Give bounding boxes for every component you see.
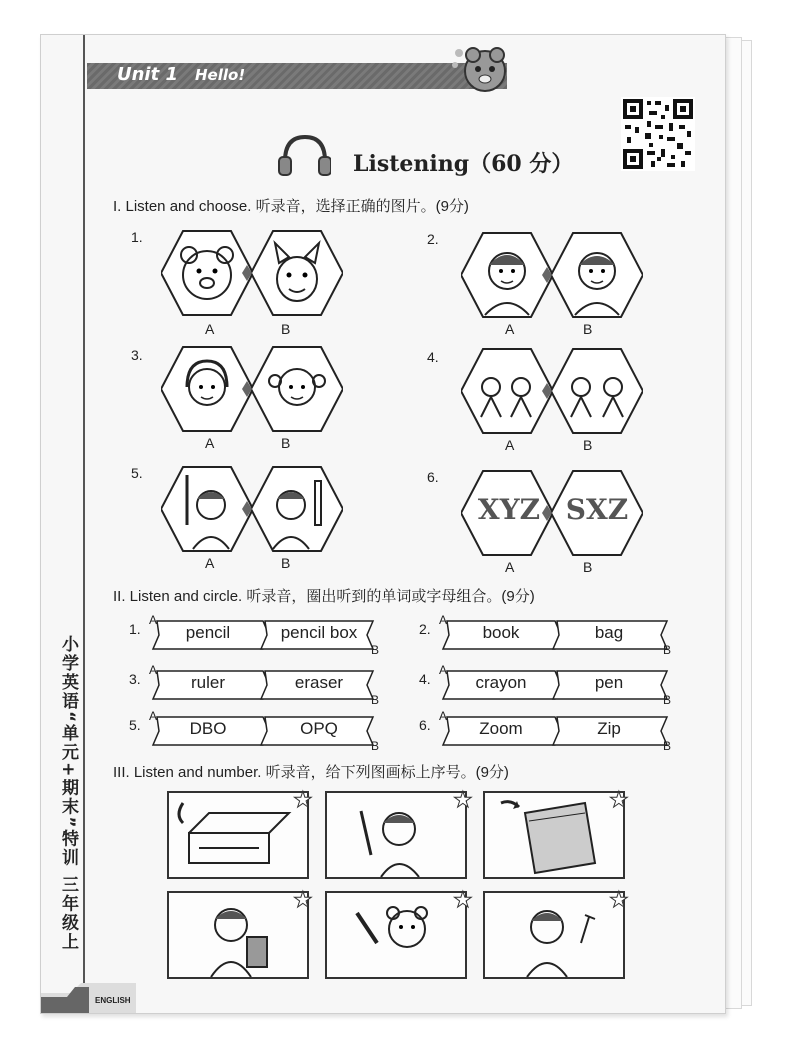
option-b-label: B [281,555,291,571]
hex-pair [461,231,643,319]
option-b-label: B [583,321,593,337]
boy-with-bag-icon [169,893,307,977]
item-number: 2. [427,231,439,247]
option-a-letters: XYZ [477,493,541,526]
spine-line [83,35,85,1013]
option-a-word[interactable]: ruler [190,673,225,692]
option-a-word[interactable]: DBO [189,719,227,738]
star-icon[interactable]: ★ [453,887,473,912]
part3-heading: III. Listen and number. 听录音，给下列图画标上序号。(9分) [113,764,509,781]
option-b-label: B [371,643,380,657]
option-b-label: B [371,739,380,753]
hex-pair [161,465,343,553]
item-number: 1. [131,229,143,245]
section-title: Listening（60 分） [353,151,574,177]
picture-box[interactable] [325,791,467,879]
corner-label: ENGLISH [95,996,131,1005]
star-icon[interactable]: ★ [453,787,473,812]
item-number: 6. [427,469,439,485]
option-a-label: A [505,437,515,453]
girl-with-pencil-icon [327,793,465,877]
worksheet-page [40,34,726,1014]
option-a-label: A [205,321,215,337]
unit-label: Unit 1 [117,64,178,85]
option-b-word[interactable]: pen [594,673,624,692]
option-a-label: A [205,435,215,451]
option-b-label: B [281,435,291,451]
spine-title: 小学英语“单元+期末”特训 三年级上 [58,635,78,952]
picture-box[interactable] [483,791,625,879]
option-b-label: B [583,437,593,453]
option-a-word[interactable]: pencil [185,623,231,642]
option-a-label: A [149,709,158,723]
picture-box[interactable] [325,891,467,979]
option-a-word[interactable]: book [482,623,520,642]
option-b-label: B [371,693,380,707]
option-a-label: A [439,663,448,677]
option-a-label: A [149,663,158,677]
item-number: 3. [129,671,141,687]
star-icon[interactable]: ★ [293,887,313,912]
option-a-label: A [439,709,448,723]
hex-pair [161,345,343,433]
item-number: 2. [419,621,431,637]
unit-title: Hello! [195,66,246,84]
star-icon[interactable]: ★ [293,787,313,812]
bear-with-crayon-icon [327,893,465,977]
item-number: 5. [131,465,143,481]
cartoon-animal-icon [451,41,515,97]
hex-pair [161,229,343,317]
option-b-label: B [583,559,593,575]
option-a-word[interactable]: Zoom [479,719,523,738]
option-b-word[interactable]: OPQ [300,719,338,738]
picture-box[interactable] [167,791,309,879]
option-b-word[interactable]: bag [594,623,624,642]
option-a-word[interactable]: crayon [475,673,527,692]
option-b-label: B [663,693,672,707]
item-number: 6. [419,717,431,733]
option-a-label: A [505,321,515,337]
headphones-icon [275,131,331,181]
hex-pair [461,347,643,435]
option-a-label: A [505,559,515,575]
boy-waving-icon [485,893,623,977]
item-number: 4. [419,671,431,687]
option-b-letters: SXZ [565,493,629,526]
part1-heading: I. Listen and choose. 听录音，选择正确的图片。(9分) [113,198,469,215]
item-number: 5. [129,717,141,733]
open-pencil-box-icon [169,793,307,877]
option-b-label: B [663,739,672,753]
item-number: 4. [427,349,439,365]
option-a-label: A [149,613,158,627]
option-b-label: B [663,643,672,657]
item-number: 1. [129,621,141,637]
option-a-label: A [205,555,215,571]
option-b-word[interactable]: eraser [294,673,344,692]
option-b-word[interactable]: pencil box [280,623,358,642]
option-b-label: B [281,321,291,337]
qr-code-icon[interactable] [621,97,695,171]
option-b-word[interactable]: Zip [597,719,621,738]
item-number: 3. [131,347,143,363]
open-book-icon [485,793,623,877]
picture-box[interactable] [483,891,625,979]
part2-heading: II. Listen and circle. 听录音，圈出听到的单词或字母组合。(9分) [113,588,535,605]
star-icon[interactable]: ★ [609,787,629,812]
picture-box[interactable] [167,891,309,979]
option-a-label: A [439,613,448,627]
star-icon[interactable]: ★ [609,887,629,912]
